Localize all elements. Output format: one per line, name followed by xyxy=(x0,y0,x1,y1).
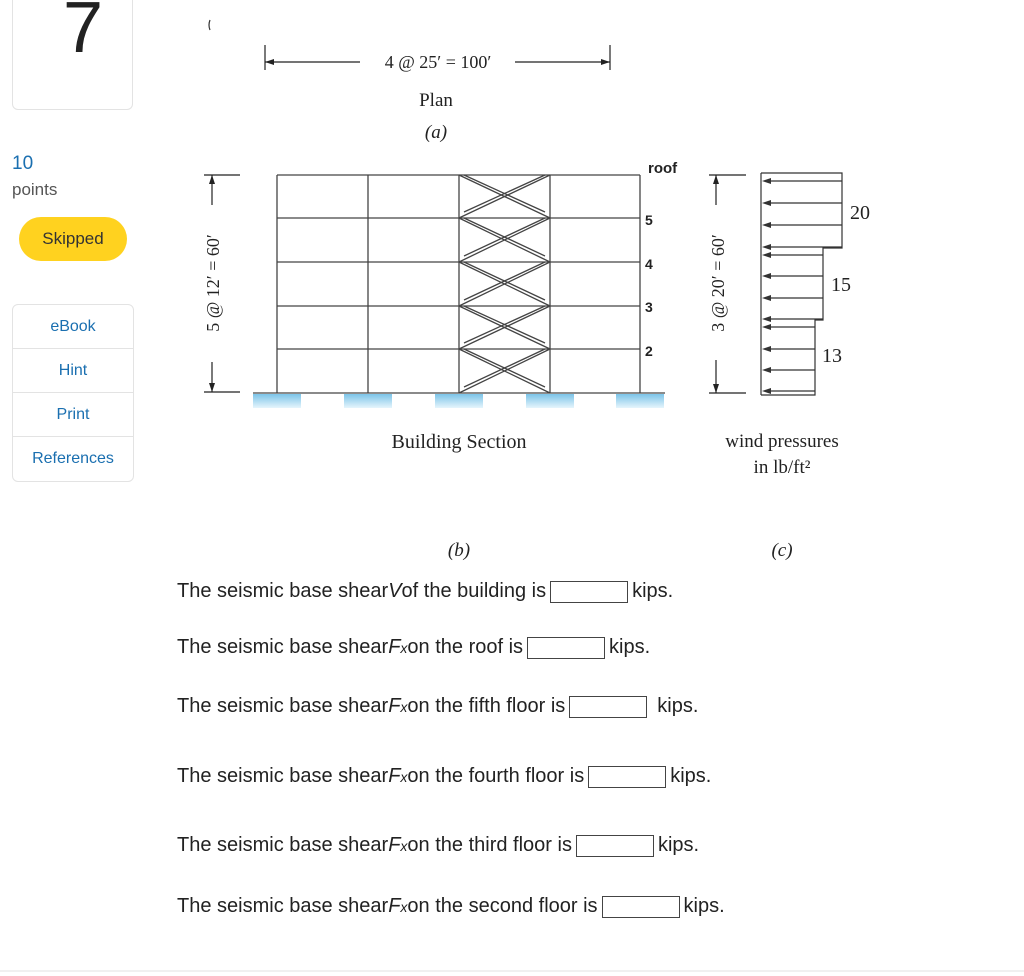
wind-arrowheads xyxy=(762,178,771,394)
structure-figure xyxy=(190,0,890,570)
footing xyxy=(616,394,664,408)
question-text-pre: The seismic base shear xyxy=(177,765,389,787)
question-symbol: F xyxy=(388,695,401,717)
question-symbol: F xyxy=(388,895,401,917)
ebook-link[interactable]: eBook xyxy=(13,305,133,349)
height-dim-text: 5 @ 12′ = 60′ xyxy=(203,234,223,332)
plan-dim-text: 4 @ 25′ = 100′ xyxy=(384,52,492,72)
plan-title: Plan xyxy=(419,90,453,111)
unit-label: kips. xyxy=(657,695,699,717)
question-text-pre: The seismic base shear xyxy=(177,834,389,856)
wind-pressure-bottom: 13 xyxy=(822,345,842,367)
points-label: points xyxy=(12,180,58,199)
wind-title-line2: in lb/ft² xyxy=(753,457,811,478)
resources-panel xyxy=(12,304,134,482)
answer-input-second-floor[interactable] xyxy=(602,896,680,918)
floor-label-4: 4 xyxy=(645,256,653,272)
wind-title-line1: wind pressures xyxy=(725,431,839,452)
wind-dim-text: 3 @ 20′ = 60′ xyxy=(708,234,728,332)
answer-input-base-shear[interactable] xyxy=(550,581,628,603)
wind-pressure-middle: 15 xyxy=(831,274,851,296)
wind-dimension xyxy=(708,175,746,393)
question-text-post: on the roof is xyxy=(407,636,524,658)
question-text-pre: The seismic base shear xyxy=(177,636,389,658)
print-link[interactable]: Print xyxy=(13,393,133,437)
question-subscript: x xyxy=(400,768,408,785)
answer-input-fourth-floor[interactable] xyxy=(588,766,666,788)
question-roof xyxy=(177,636,650,659)
references-link[interactable]: References xyxy=(32,450,114,467)
floor-label-5: 5 xyxy=(645,212,653,228)
height-dimension xyxy=(203,175,240,392)
question-third-floor xyxy=(177,834,699,857)
answer-input-third-floor[interactable] xyxy=(576,835,654,857)
question-subscript: x xyxy=(400,898,408,915)
floor-label-3: 3 xyxy=(645,299,653,315)
unit-label: kips. xyxy=(670,765,712,787)
building-frame xyxy=(253,175,665,393)
footing xyxy=(526,394,574,408)
bottom-divider xyxy=(0,970,1024,972)
question-text-post: on the third floor is xyxy=(407,834,572,856)
question-subscript: x xyxy=(400,639,408,656)
question-symbol: F xyxy=(388,765,401,787)
question-symbol: F xyxy=(388,834,401,856)
section-caption: (b) xyxy=(447,540,471,561)
question-symbol: F xyxy=(388,636,401,658)
question-text-pre: The seismic base shear xyxy=(177,580,389,602)
hint-link[interactable]: Hint xyxy=(13,349,133,393)
question-subscript: x xyxy=(400,698,408,715)
footing xyxy=(253,394,301,408)
plan-dimension xyxy=(265,45,610,72)
question-text-post: of the building is xyxy=(401,580,547,602)
unit-label: kips. xyxy=(657,834,700,856)
skipped-badge: Skipped xyxy=(19,217,127,261)
question-text-post: on the second floor is xyxy=(407,895,598,917)
question-second-floor xyxy=(177,895,725,918)
question-text-pre: The seismic base shear xyxy=(177,895,389,917)
question-number-card xyxy=(12,0,133,110)
unit-label: kips. xyxy=(632,580,674,602)
question-text-post: on the fifth floor is xyxy=(407,695,566,717)
answer-input-roof[interactable] xyxy=(527,637,605,659)
answer-input-fifth-floor[interactable] xyxy=(569,696,647,718)
stray-mark xyxy=(209,20,210,30)
question-subscript: x xyxy=(400,837,408,854)
question-fifth-floor xyxy=(177,695,698,718)
points-value: 10 xyxy=(12,153,34,174)
plan-caption: (a) xyxy=(424,122,448,143)
question-text-post: on the fourth floor is xyxy=(407,765,585,787)
question-symbol: V xyxy=(388,580,402,602)
question-base-shear xyxy=(177,580,673,603)
question-number: 7 xyxy=(63,0,104,68)
question-text-pre: The seismic base shear xyxy=(177,695,389,717)
question-fourth-floor xyxy=(177,765,711,788)
unit-label: kips. xyxy=(609,636,651,658)
footing xyxy=(435,394,483,408)
floor-label-2: 2 xyxy=(645,343,653,359)
section-title: Building Section xyxy=(391,431,527,453)
floor-label-roof: roof xyxy=(648,160,678,177)
footings xyxy=(253,394,664,408)
wind-caption: (c) xyxy=(771,540,793,561)
unit-label: kips. xyxy=(683,895,725,917)
footing xyxy=(344,394,392,408)
wind-pressure-top: 20 xyxy=(850,202,870,224)
